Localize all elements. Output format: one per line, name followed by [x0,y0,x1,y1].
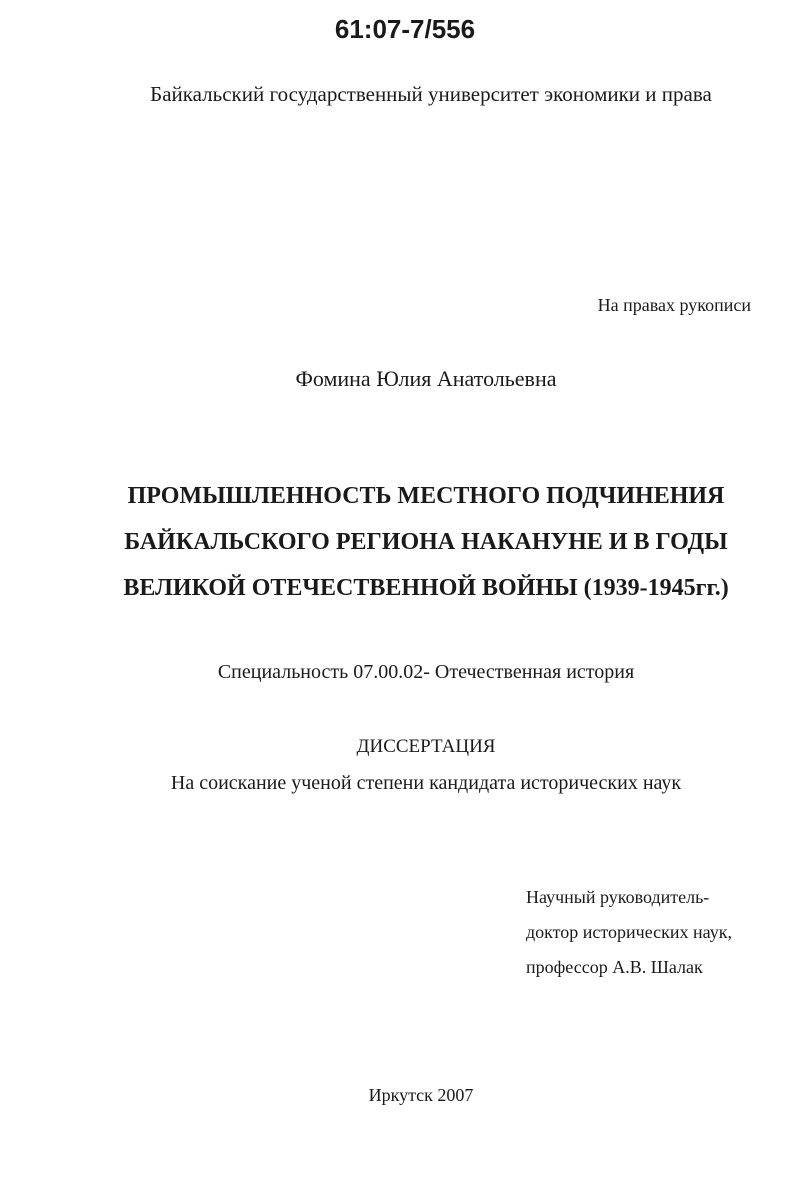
manuscript-note: На правах рукописи [597,295,751,315]
supervisor-line-3: профессор А.В. Шалак [526,957,703,977]
title-line-3: ВЕЛИКОЙ ОТЕЧЕСТВЕННОЙ ВОЙНЫ (1939-1945гг.) [123,575,729,601]
title-line-2: БАЙКАЛЬСКОГО РЕГИОНА НАКАНУНЕ И В ГОДЫ [124,529,728,555]
supervisor-block [526,880,732,985]
title-line-1: ПРОМЫШЛЕННОСТЬ МЕСТНОГО ПОДЧИНЕНИЯ [127,483,725,509]
specialty: Специальность 07.00.02- Отечественная история [217,661,635,683]
dissertation-title [0,473,792,611]
dissertation-label: ДИССЕРТАЦИЯ [356,736,496,757]
degree-statement: На соискание ученой степени кандидата исторических наук [170,772,682,794]
author-name: Фомина Юлия Анатольевна [295,366,557,391]
supervisor-line-2: доктор исторических наук, [526,922,732,942]
university-name: Байкальский государственный университет экономики и права [150,82,712,106]
city-year: Иркутск 2007 [368,1085,474,1105]
supervisor-line-1: Научный руководитель- [526,887,710,907]
catalog-code: 61:07-7/556 [334,14,476,44]
